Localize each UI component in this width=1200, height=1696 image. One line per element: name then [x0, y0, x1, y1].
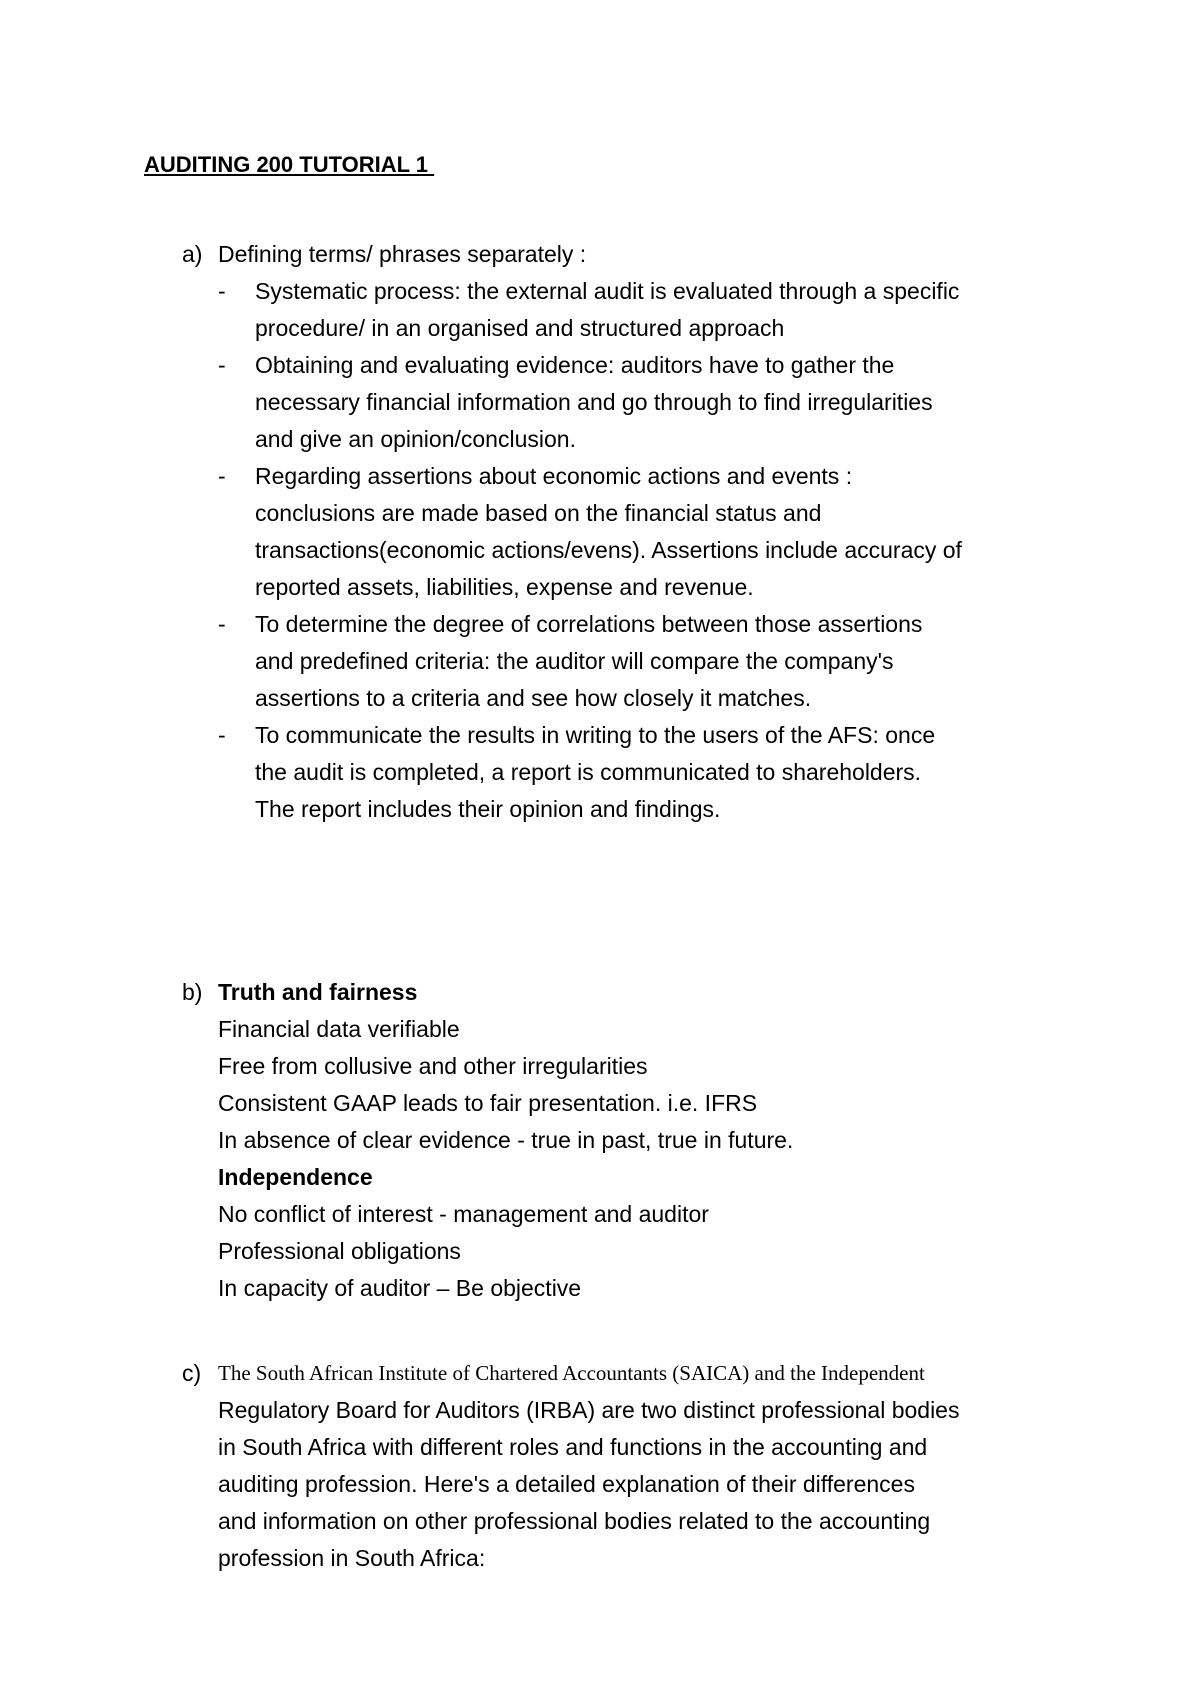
definition-list	[218, 273, 1098, 828]
truth-fairness-line: Free from collusive and other irregularities	[218, 1053, 648, 1079]
truth-fairness-line: In absence of clear evidence - true in past, true in future.	[218, 1127, 794, 1153]
definition-line: the audit is completed, a report is communicated to shareholders.	[255, 759, 922, 785]
independence-line: In capacity of auditor – Be objective	[218, 1275, 582, 1301]
section-a-heading: Defining terms/ phrases separately :	[218, 241, 587, 267]
definition-line: reported assets, liabilities, expense and revenue.	[255, 574, 754, 600]
definition-line: To communicate the results in writing to the users of the AFS: once	[255, 722, 936, 748]
definition-line: Systematic process: the external audit is evaluated through a specific	[255, 278, 960, 304]
bullet-dash: -	[218, 463, 226, 489]
independence-heading: Independence	[218, 1164, 373, 1190]
definition-line: Obtaining and evaluating evidence: auditors have to gather the	[255, 352, 895, 378]
definition-item-assertions	[218, 458, 1098, 606]
section-c-line: and information on other professional bodies related to the accounting	[218, 1508, 931, 1534]
bullet-dash: -	[218, 611, 226, 637]
section-a-body	[218, 236, 1098, 828]
bullet-dash: -	[218, 278, 226, 304]
section-c-line: auditing profession. Here's a detailed explanation of their differences	[218, 1471, 915, 1497]
definition-line: and give an opinion/conclusion.	[255, 426, 576, 452]
document-title: AUDITING 200 TUTORIAL 1	[144, 152, 435, 177]
definition-line: assertions to a criteria and see how closely it matches.	[255, 685, 812, 711]
section-c-line: in South Africa with different roles and functions in the accounting and	[218, 1434, 928, 1460]
definition-line: transactions(economic actions/evens). Assertions include accuracy of	[255, 537, 962, 563]
truth-fairness-line: Financial data verifiable	[218, 1016, 460, 1042]
section-c-line: Regulatory Board for Auditors (IRBA) are two distinct professional bodies	[218, 1397, 960, 1423]
definition-line: procedure/ in an organised and structured approach	[255, 315, 785, 341]
definition-item-correlation	[218, 606, 1098, 717]
section-b-body	[218, 974, 1098, 1307]
definition-line: and predefined criteria: the auditor will compare the company's	[255, 648, 894, 674]
independence-line: No conflict of interest - management and auditor	[218, 1201, 709, 1227]
definition-line: Regarding assertions about economic actions and events :	[255, 463, 853, 489]
independence-line: Professional obligations	[218, 1238, 461, 1264]
definition-line: conclusions are made based on the financial status and	[255, 500, 822, 526]
truth-fairness-line: Consistent GAAP leads to fair presentation. i.e. IFRS	[218, 1090, 758, 1116]
definition-item-evidence	[218, 347, 1098, 458]
bullet-dash: -	[218, 722, 226, 748]
definition-line: To determine the degree of correlations between those assertions	[255, 611, 923, 637]
definition-line: The report includes their opinion and findings.	[255, 796, 721, 822]
section-c-line: profession in South Africa:	[218, 1545, 486, 1571]
section-c-marker: c)	[182, 1360, 202, 1386]
section-c-lead-line: The South African Institute of Chartered Accountants (SAICA) and the Independent	[218, 1361, 925, 1385]
bullet-dash: -	[218, 352, 226, 378]
section-c-body	[218, 1355, 1098, 1577]
definition-item-communicate	[218, 717, 1098, 828]
section-a-marker: a)	[182, 241, 203, 267]
section-b-marker: b)	[182, 979, 203, 1005]
definition-item-systematic-process	[218, 273, 1098, 347]
truth-fairness-heading: Truth and fairness	[218, 979, 418, 1005]
definition-line: necessary financial information and go through to find irregularities	[255, 389, 933, 415]
